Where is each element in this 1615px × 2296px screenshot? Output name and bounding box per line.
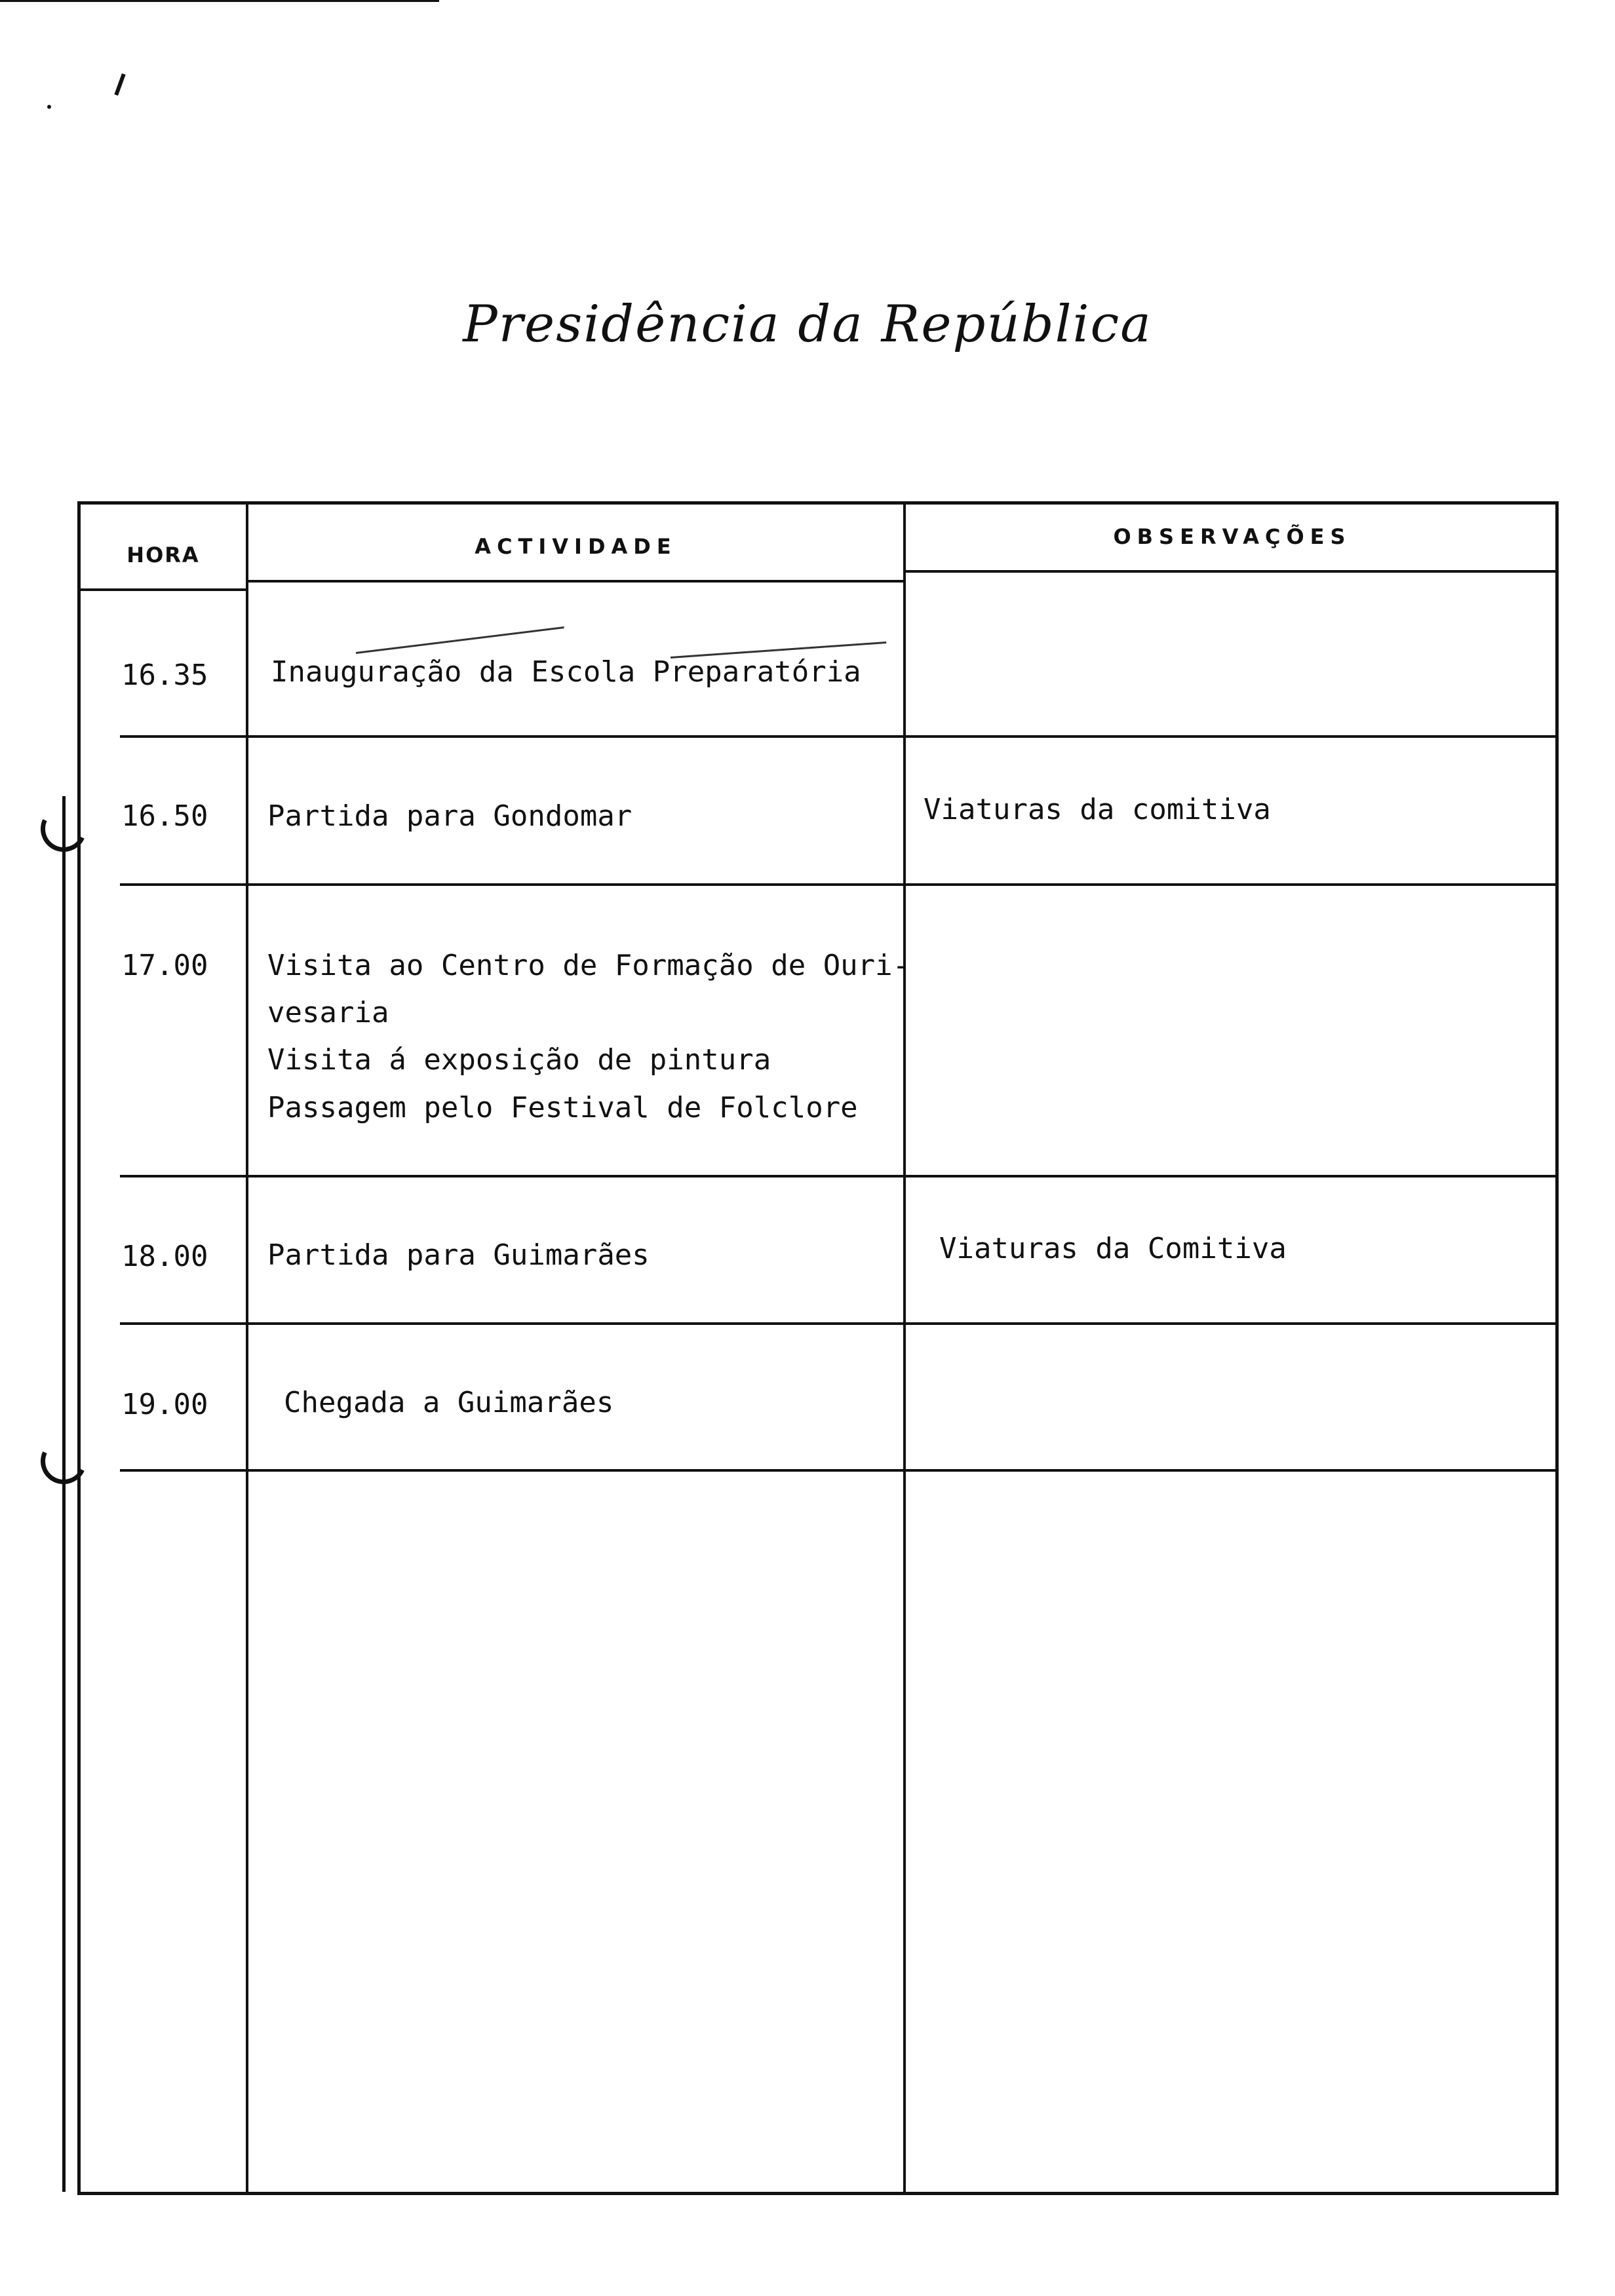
hora-cell: 16.50 [121, 799, 208, 833]
header-rule [248, 580, 903, 583]
ink-mark [114, 73, 125, 96]
header-observacoes: OBSERVAÇÕES [1113, 524, 1352, 549]
header-hora: HORA [126, 543, 200, 567]
ink-dot [47, 105, 51, 109]
actividade-line: Visita ao Centro de Formação de Ouri- [267, 949, 910, 982]
hora-cell: 17.00 [121, 949, 208, 982]
actividade-line: vesaria [267, 996, 389, 1029]
hora-cell: 16.35 [121, 659, 208, 692]
actividade-cell: Partida para Guimarães [267, 1238, 650, 1272]
row-separator [120, 1469, 1555, 1472]
binder-stem [62, 796, 66, 2192]
page-edge-line [0, 0, 439, 2]
header-actividade: ACTIVIDADE [475, 534, 677, 559]
header-rule [81, 588, 246, 591]
observacoes-cell: Viaturas da comitiva [924, 793, 1271, 826]
schedule-table [77, 501, 1559, 2195]
actividade-line: Passagem pelo Festival de Folclore [267, 1091, 858, 1124]
row-separator [120, 1175, 1555, 1177]
actividade-cell: Inauguração da Escola Preparatória [271, 655, 861, 689]
actividade-line: Visita á exposição de pintura [267, 1043, 771, 1077]
hora-cell: 19.00 [121, 1388, 208, 1421]
row-separator [120, 1322, 1555, 1325]
row-separator [120, 735, 1555, 738]
header-rule [906, 570, 1559, 573]
observacoes-cell: Viaturas da Comitiva [939, 1232, 1287, 1265]
column-divider [903, 505, 906, 2192]
letterhead-title: Presidência da República [463, 295, 1152, 354]
column-divider [246, 505, 248, 2192]
actividade-cell: Chegada a Guimarães [284, 1386, 614, 1419]
row-separator [120, 883, 1555, 886]
hora-cell: 18.00 [121, 1240, 208, 1273]
actividade-cell: Partida para Gondomar [267, 799, 632, 833]
